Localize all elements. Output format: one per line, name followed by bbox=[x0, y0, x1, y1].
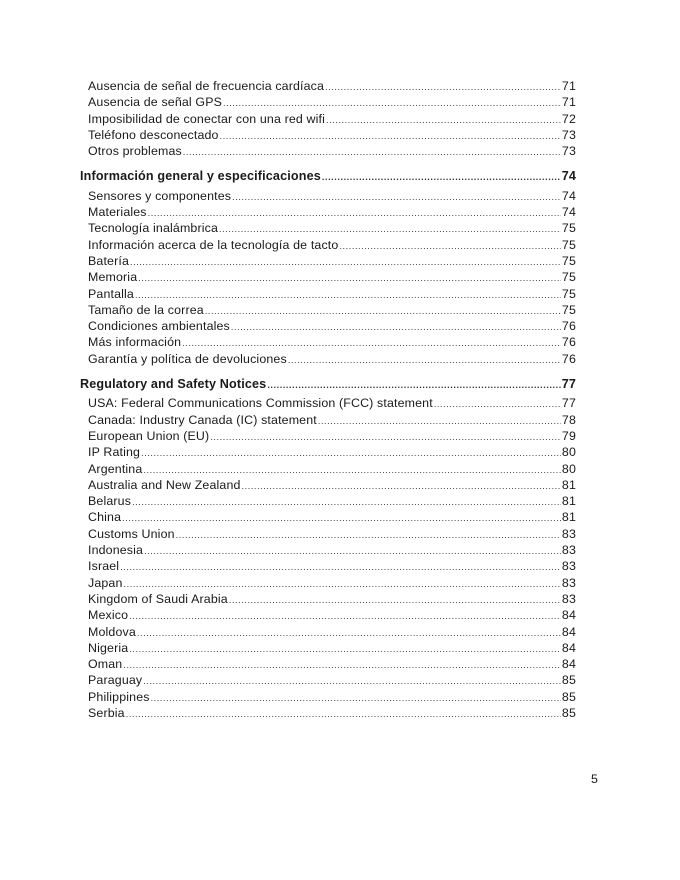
toc-entry[interactable] bbox=[80, 509, 576, 525]
toc-entry-page: 84 bbox=[561, 657, 576, 672]
toc-entry-label: Batería bbox=[88, 253, 129, 268]
toc-entry[interactable] bbox=[80, 269, 576, 285]
toc-entry-label: Israel bbox=[88, 559, 120, 574]
toc-entry-page: 83 bbox=[561, 526, 576, 541]
toc-entry-label: Tamaño de la correa bbox=[88, 302, 204, 317]
dot-leader bbox=[205, 303, 561, 319]
toc-entry-page: 83 bbox=[561, 543, 576, 558]
toc-entry-page: 75 bbox=[561, 221, 576, 236]
toc-entry-page: 71 bbox=[561, 79, 576, 93]
dot-leader bbox=[229, 592, 561, 608]
dot-leader bbox=[122, 510, 561, 526]
toc-entry[interactable] bbox=[80, 461, 576, 477]
toc-entry-page: 78 bbox=[561, 412, 576, 427]
toc-entry-label: Customs Union bbox=[88, 526, 175, 541]
dot-leader bbox=[144, 543, 561, 559]
toc-entry[interactable] bbox=[80, 526, 576, 542]
dot-leader bbox=[137, 625, 561, 641]
toc-entry[interactable] bbox=[80, 334, 576, 350]
toc-entry[interactable] bbox=[80, 624, 576, 640]
toc-entry-page: 76 bbox=[561, 351, 576, 366]
dot-leader bbox=[141, 445, 561, 461]
toc-entry-page: 73 bbox=[561, 127, 576, 142]
toc-entry[interactable] bbox=[80, 111, 576, 127]
toc-entry[interactable] bbox=[80, 302, 576, 318]
toc-entry-page: 83 bbox=[561, 575, 576, 590]
toc-entry-label: Pantalla bbox=[88, 286, 134, 301]
toc-entry[interactable] bbox=[80, 127, 576, 143]
toc-entry[interactable] bbox=[80, 575, 576, 591]
page-number: 5 bbox=[591, 772, 598, 786]
toc-entry-label: China bbox=[88, 510, 122, 525]
toc-entry-page: 75 bbox=[561, 286, 576, 301]
toc-entry-label: Teléfono desconectado bbox=[88, 127, 219, 142]
toc-entry-page: 84 bbox=[561, 608, 576, 623]
toc-entry-label: Condiciones ambientales bbox=[88, 319, 230, 334]
toc-entry[interactable] bbox=[80, 395, 576, 411]
toc-entry-label: Kingdom of Saudi Arabia bbox=[88, 591, 228, 606]
toc-entry-page: 75 bbox=[561, 270, 576, 285]
toc-entry-label: Belarus bbox=[88, 494, 132, 509]
toc-entry-label: Japan bbox=[88, 575, 123, 590]
dot-leader bbox=[126, 706, 561, 722]
toc-entry-label: Serbia bbox=[88, 705, 125, 720]
dot-leader bbox=[135, 287, 561, 303]
dot-leader bbox=[143, 673, 561, 689]
toc-entry-label: Materiales bbox=[88, 205, 147, 220]
toc-entry-page: 76 bbox=[561, 319, 576, 334]
dot-leader bbox=[123, 657, 561, 673]
dot-leader bbox=[434, 396, 561, 412]
toc-entry-label: Regulatory and Safety Notices bbox=[80, 377, 267, 392]
toc-entry-page: 75 bbox=[561, 302, 576, 317]
toc-entry-label: European Union (EU) bbox=[88, 428, 210, 443]
toc-entry-page: 73 bbox=[561, 144, 576, 159]
dot-leader bbox=[267, 377, 560, 393]
toc-entry-label: Argentina bbox=[88, 461, 143, 476]
dot-leader bbox=[325, 79, 561, 95]
toc-section-heading[interactable] bbox=[80, 168, 576, 184]
toc-entry[interactable] bbox=[80, 188, 576, 204]
toc-entry-page: 84 bbox=[561, 624, 576, 639]
toc-entry-label: Garantía y política de devoluciones bbox=[88, 351, 287, 366]
toc-entry-label: Tecnología inalámbrica bbox=[88, 221, 219, 236]
dot-leader bbox=[288, 352, 561, 368]
toc-entry-page: 71 bbox=[561, 95, 576, 110]
toc-entry[interactable] bbox=[80, 656, 576, 672]
dot-leader bbox=[318, 413, 561, 429]
toc-entry[interactable] bbox=[80, 412, 576, 428]
toc-entry[interactable] bbox=[80, 689, 576, 705]
toc-entry[interactable] bbox=[80, 672, 576, 688]
toc-entry-page: 85 bbox=[561, 673, 576, 688]
dot-leader bbox=[339, 238, 560, 254]
toc-entry[interactable] bbox=[80, 78, 576, 94]
dot-leader bbox=[129, 608, 561, 624]
toc-entry-label: IP Rating bbox=[88, 445, 141, 460]
toc-entry[interactable] bbox=[80, 351, 576, 367]
dot-leader bbox=[130, 254, 561, 270]
toc-entry-label: Otros problemas bbox=[88, 144, 182, 159]
dot-leader bbox=[210, 429, 561, 445]
toc-entry-label: Paraguay bbox=[88, 673, 143, 688]
dot-leader bbox=[176, 527, 561, 543]
dot-leader bbox=[138, 270, 561, 286]
dot-leader bbox=[151, 690, 561, 706]
toc-entry-label: Australia and New Zealand bbox=[88, 477, 241, 492]
toc-entry-page: 77 bbox=[561, 396, 576, 411]
toc-entry-page: 81 bbox=[561, 494, 576, 509]
dot-leader bbox=[223, 95, 561, 111]
toc-entry-page: 80 bbox=[561, 445, 576, 460]
toc-entry[interactable] bbox=[80, 204, 576, 220]
dot-leader bbox=[231, 319, 561, 335]
dot-leader bbox=[326, 112, 561, 128]
toc-entry-page: 81 bbox=[561, 510, 576, 525]
toc-entry-page: 76 bbox=[561, 335, 576, 350]
toc-entry-label: Más información bbox=[88, 335, 182, 350]
toc-section-heading[interactable] bbox=[80, 376, 576, 392]
toc-entry-page: 85 bbox=[561, 689, 576, 704]
toc-entry-page: 85 bbox=[561, 705, 576, 720]
toc-entry-page: 75 bbox=[561, 253, 576, 268]
toc-entry-page: 83 bbox=[561, 559, 576, 574]
table-of-contents bbox=[80, 78, 576, 721]
toc-entry-page: 74 bbox=[561, 205, 576, 220]
toc-entry-label: Canada: Industry Canada (IC) statement bbox=[88, 412, 317, 427]
toc-entry[interactable] bbox=[80, 286, 576, 302]
toc-entry-label: Ausencia de señal de frecuencia cardíaca bbox=[88, 79, 325, 93]
dot-leader bbox=[220, 128, 561, 144]
toc-entry-label: Memoria bbox=[88, 270, 138, 285]
toc-entry[interactable] bbox=[80, 640, 576, 656]
toc-entry[interactable] bbox=[80, 542, 576, 558]
toc-entry-page: 74 bbox=[561, 169, 576, 184]
dot-leader bbox=[120, 559, 561, 575]
toc-entry[interactable] bbox=[80, 444, 576, 460]
toc-entry[interactable] bbox=[80, 428, 576, 444]
toc-entry-label: Nigeria bbox=[88, 640, 129, 655]
toc-entry-label: Ausencia de señal GPS bbox=[88, 95, 223, 110]
toc-entry[interactable] bbox=[80, 237, 576, 253]
dot-leader bbox=[232, 189, 561, 205]
toc-entry-label: Oman bbox=[88, 657, 123, 672]
toc-entry[interactable] bbox=[80, 493, 576, 509]
toc-entry[interactable] bbox=[80, 94, 576, 110]
toc-entry[interactable] bbox=[80, 318, 576, 334]
dot-leader bbox=[182, 335, 561, 351]
dot-leader bbox=[129, 641, 561, 657]
toc-entry-page: 72 bbox=[561, 111, 576, 126]
toc-entry-label: Mexico bbox=[88, 608, 129, 623]
toc-entry[interactable] bbox=[80, 477, 576, 493]
dot-leader bbox=[132, 494, 561, 510]
toc-entry-label: Philippines bbox=[88, 689, 150, 704]
toc-entry-page: 80 bbox=[561, 461, 576, 476]
toc-entry-label: Sensores y componentes bbox=[88, 188, 232, 203]
toc-entry-page: 83 bbox=[561, 591, 576, 606]
dot-leader bbox=[322, 169, 561, 185]
dot-leader bbox=[148, 205, 561, 221]
toc-entry[interactable] bbox=[80, 558, 576, 574]
toc-entry[interactable] bbox=[80, 607, 576, 623]
toc-entry-page: 79 bbox=[561, 428, 576, 443]
toc-entry-page: 81 bbox=[561, 477, 576, 492]
toc-entry-page: 77 bbox=[561, 377, 576, 392]
toc-entry-label: Información acerca de la tecnología de tacto bbox=[88, 237, 339, 252]
toc-entry-page: 74 bbox=[561, 188, 576, 203]
dot-leader bbox=[124, 576, 561, 592]
toc-entry[interactable] bbox=[80, 591, 576, 607]
toc-entry-label: Información general y especificaciones bbox=[80, 169, 321, 184]
toc-entry[interactable] bbox=[80, 143, 576, 159]
toc-entry-page: 75 bbox=[561, 237, 576, 252]
toc-entry-label: Indonesia bbox=[88, 543, 144, 558]
dot-leader bbox=[242, 478, 561, 494]
dot-leader bbox=[143, 462, 561, 478]
toc-entry[interactable] bbox=[80, 705, 576, 721]
toc-entry-label: Imposibilidad de conectar con una red wifi bbox=[88, 111, 326, 126]
toc-entry-label: Moldova bbox=[88, 624, 136, 639]
dot-leader bbox=[183, 144, 561, 160]
dot-leader bbox=[219, 221, 561, 237]
toc-entry-page: 84 bbox=[561, 640, 576, 655]
toc-entry-label: USA: Federal Communications Commission (FCC) statement bbox=[88, 396, 433, 411]
toc-entry[interactable] bbox=[80, 220, 576, 236]
toc-entry[interactable] bbox=[80, 253, 576, 269]
